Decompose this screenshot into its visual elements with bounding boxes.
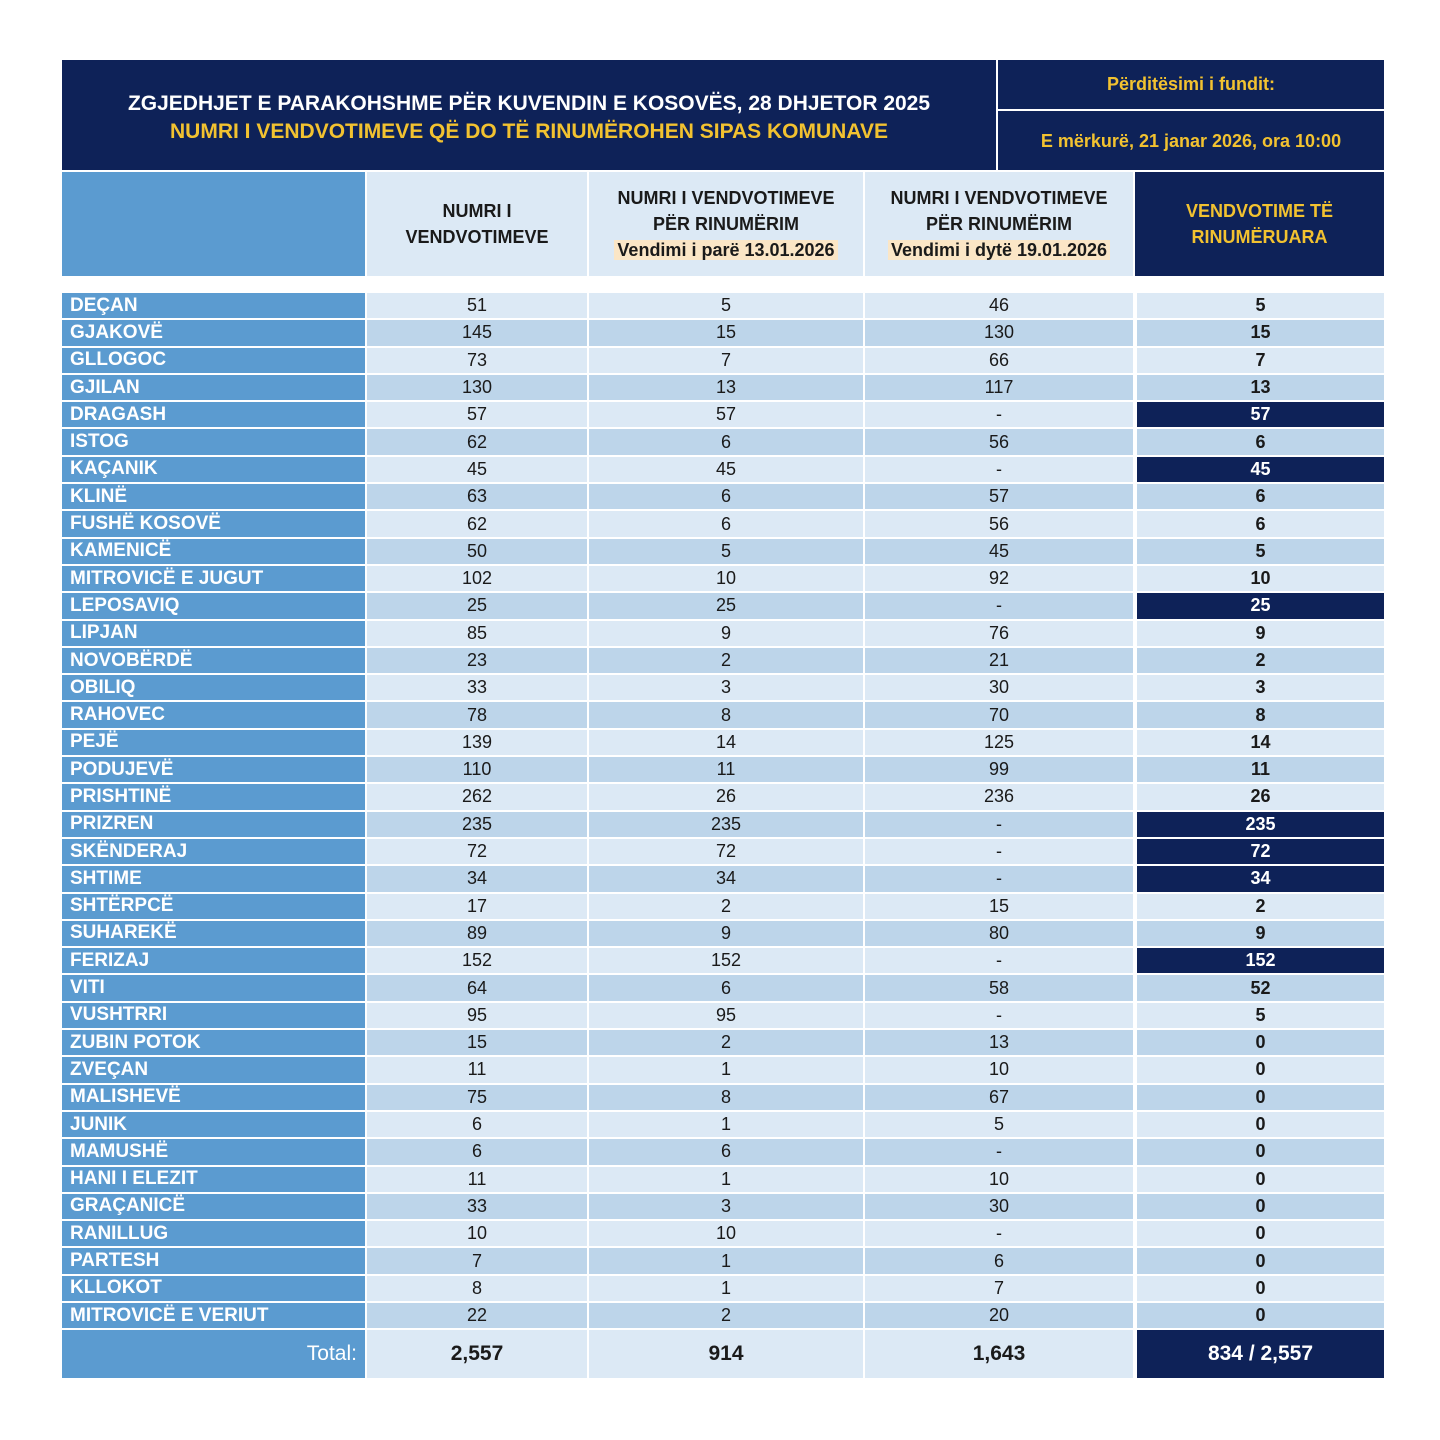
recounted-cell: 5 [1137, 539, 1384, 564]
second-decision-cell: 46 [865, 293, 1133, 318]
recounted-cell: 15 [1137, 320, 1384, 345]
column-header-first-decision: NUMRI I VENDVOTIMEVE PËR RINUMËRIM Vendimi i parë 13.01.2026 [589, 172, 863, 276]
table-row [62, 1276, 1384, 1301]
table-row [62, 320, 1384, 345]
second-decision-cell: 21 [865, 648, 1133, 673]
municipality-name: KAÇANIK [62, 457, 365, 482]
municipality-name: SHTIME [62, 866, 365, 891]
second-decision-cell: - [865, 948, 1133, 973]
municipality-name: VUSHTRRI [62, 1003, 365, 1028]
recounted-cell: 0 [1137, 1139, 1384, 1164]
total-stations-cell: 95 [367, 1003, 587, 1028]
table-row [62, 757, 1384, 782]
total-stations-cell: 62 [367, 511, 587, 536]
first-decision-cell: 14 [589, 730, 863, 755]
total-stations-cell: 62 [367, 429, 587, 454]
table-row [62, 429, 1384, 454]
second-decision-cell: 56 [865, 511, 1133, 536]
municipality-name: FUSHË KOSOVË [62, 511, 365, 536]
first-decision-cell: 11 [589, 757, 863, 782]
second-decision-cell: - [865, 1003, 1133, 1028]
table-row [62, 1139, 1384, 1164]
second-decision-cell: 58 [865, 975, 1133, 1000]
municipality-name: GJILAN [62, 375, 365, 400]
recounted-cell: 0 [1137, 1112, 1384, 1137]
total-stations-cell: 11 [367, 1167, 587, 1192]
page-subtitle: NUMRI I VENDVOTIMEVE QË DO TË RINUMËROHEN SIPAS KOMUNAVE [170, 120, 888, 143]
total-row [62, 1330, 1384, 1378]
first-decision-cell: 6 [589, 1139, 863, 1164]
second-decision-cell: - [865, 839, 1133, 864]
total-stations-cell: 89 [367, 921, 587, 946]
total-stations-cell: 145 [367, 320, 587, 345]
total-stations-cell: 73 [367, 348, 587, 373]
recounted-cell: 3 [1137, 675, 1384, 700]
recounted-cell: 9 [1137, 921, 1384, 946]
municipality-name: NOVOBËRDË [62, 648, 365, 673]
total-stations-cell: 139 [367, 730, 587, 755]
recounted-cell: 11 [1137, 757, 1384, 782]
table-body [62, 293, 1384, 1328]
first-decision-cell: 25 [589, 593, 863, 618]
second-decision-cell: 130 [865, 320, 1133, 345]
recounted-cell: 6 [1137, 484, 1384, 509]
first-decision-cell: 45 [589, 457, 863, 482]
recounted-cell: 13 [1137, 375, 1384, 400]
recounted-cell: 5 [1137, 1003, 1384, 1028]
second-decision-cell: - [865, 1221, 1133, 1246]
recounted-cell: 6 [1137, 429, 1384, 454]
municipality-name: PODUJEVË [62, 757, 365, 782]
recounted-cell: 7 [1137, 348, 1384, 373]
second-decision-cell: 92 [865, 566, 1133, 591]
table-row [62, 1112, 1384, 1137]
second-decision-cell: 66 [865, 348, 1133, 373]
total-stations-cell: 6 [367, 1139, 587, 1164]
municipality-name: GJAKOVË [62, 320, 365, 345]
recounted-cell: 0 [1137, 1276, 1384, 1301]
municipality-name: ZVEÇAN [62, 1057, 365, 1082]
municipality-name: GRAÇANICË [62, 1194, 365, 1219]
first-decision-cell: 10 [589, 566, 863, 591]
second-decision-cell: 57 [865, 484, 1133, 509]
first-decision-cell: 1 [589, 1248, 863, 1273]
table-row [62, 539, 1384, 564]
recounted-cell: 34 [1137, 866, 1384, 891]
total-stations-cell: 25 [367, 593, 587, 618]
recounted-cell: 5 [1137, 293, 1384, 318]
table-row [62, 812, 1384, 837]
municipality-name: VITI [62, 975, 365, 1000]
first-decision-cell: 235 [589, 812, 863, 837]
table-row [62, 621, 1384, 646]
column-header-recounted: VENDVOTIME TË RINUMËRUARA [1135, 172, 1384, 276]
municipality-name: RANILLUG [62, 1221, 365, 1246]
total-stations-cell: 57 [367, 402, 587, 427]
table-row [62, 894, 1384, 919]
municipality-name: DEÇAN [62, 293, 365, 318]
second-decision-cell: 45 [865, 539, 1133, 564]
total-stations-cell: 7 [367, 1248, 587, 1273]
second-decision-cell: 10 [865, 1167, 1133, 1192]
recounted-cell: 0 [1137, 1057, 1384, 1082]
second-decision-cell: 80 [865, 921, 1133, 946]
municipality-name: PARTESH [62, 1248, 365, 1273]
total-stations-cell: 130 [367, 375, 587, 400]
second-decision-cell: 20 [865, 1303, 1133, 1328]
total-stations-cell: 110 [367, 757, 587, 782]
first-decision-cell: 3 [589, 675, 863, 700]
total-stations-cell: 22 [367, 1303, 587, 1328]
municipality-name: KAMENICË [62, 539, 365, 564]
municipality-name: GLLOGOC [62, 348, 365, 373]
recounted-cell: 25 [1137, 593, 1384, 618]
table-row [62, 293, 1384, 318]
update-label: Përditësimi i fundit: [998, 60, 1384, 111]
recounted-cell: 26 [1137, 784, 1384, 809]
total-stations-cell: 152 [367, 948, 587, 973]
first-decision-cell: 2 [589, 1030, 863, 1055]
total-stations-cell: 6 [367, 1112, 587, 1137]
first-decision-cell: 72 [589, 839, 863, 864]
first-decision-cell: 57 [589, 402, 863, 427]
first-decision-cell: 1 [589, 1276, 863, 1301]
total-stations-cell: 45 [367, 457, 587, 482]
second-decision-cell: - [865, 402, 1133, 427]
municipality-name: PRISHTINË [62, 784, 365, 809]
municipality-name: JUNIK [62, 1112, 365, 1137]
first-decision-cell: 34 [589, 866, 863, 891]
total-stations-cell: 75 [367, 1085, 587, 1110]
total-first-decision: 914 [589, 1330, 863, 1378]
municipality-name: SUHAREKË [62, 921, 365, 946]
recounted-cell: 52 [1137, 975, 1384, 1000]
table-row [62, 1221, 1384, 1246]
recounted-cell: 235 [1137, 812, 1384, 837]
total-stations-cell: 10 [367, 1221, 587, 1246]
table-row [62, 1030, 1384, 1055]
municipality-name: DRAGASH [62, 402, 365, 427]
municipality-name: FERIZAJ [62, 948, 365, 973]
total-stations-cell: 64 [367, 975, 587, 1000]
first-decision-cell: 3 [589, 1194, 863, 1219]
first-decision-cell: 13 [589, 375, 863, 400]
recounted-cell: 14 [1137, 730, 1384, 755]
column-header-second-decision: NUMRI I VENDVOTIMEVE PËR RINUMËRIM Vendimi i dytë 19.01.2026 [865, 172, 1133, 276]
recounted-cell: 57 [1137, 402, 1384, 427]
total-stations-cell: 51 [367, 293, 587, 318]
total-stations-cell: 235 [367, 812, 587, 837]
table-row [62, 1167, 1384, 1192]
column-header-municipality [62, 172, 365, 276]
recounted-cell: 0 [1137, 1221, 1384, 1246]
total-label: Total: [62, 1330, 365, 1378]
total-stations-cell: 85 [367, 621, 587, 646]
second-decision-cell: 125 [865, 730, 1133, 755]
total-stations-cell: 72 [367, 839, 587, 864]
municipality-name: PRIZREN [62, 812, 365, 837]
column-header-total-stations: NUMRI I VENDVOTIMEVE [367, 172, 587, 276]
municipality-name: OBILIQ [62, 675, 365, 700]
total-stations-cell: 17 [367, 894, 587, 919]
table-row [62, 484, 1384, 509]
first-decision-cell: 6 [589, 975, 863, 1000]
second-decision-cell: 5 [865, 1112, 1133, 1137]
first-decision-cell: 1 [589, 1057, 863, 1082]
second-decision-cell: 7 [865, 1276, 1133, 1301]
total-stations-cell: 15 [367, 1030, 587, 1055]
total-recounted: 834 / 2,557 [1137, 1330, 1384, 1378]
first-decision-cell: 8 [589, 1085, 863, 1110]
second-decision-cell: 70 [865, 702, 1133, 727]
table-row [62, 1057, 1384, 1082]
total-stations-cell: 11 [367, 1057, 587, 1082]
first-decision-cell: 6 [589, 484, 863, 509]
first-decision-cell: 2 [589, 894, 863, 919]
recounted-cell: 8 [1137, 702, 1384, 727]
municipality-name: PEJË [62, 730, 365, 755]
recounted-cell: 0 [1137, 1085, 1384, 1110]
total-stations-cell: 23 [367, 648, 587, 673]
first-decision-cell: 95 [589, 1003, 863, 1028]
second-decision-cell: 30 [865, 1194, 1133, 1219]
municipality-name: MITROVICË E VERIUT [62, 1303, 365, 1328]
municipality-name: SKËNDERAJ [62, 839, 365, 864]
table-row [62, 730, 1384, 755]
title-block [62, 60, 996, 170]
table-row [62, 1085, 1384, 1110]
update-value: E mërkurë, 21 janar 2026, ora 10:00 [1040, 131, 1342, 151]
table-row [62, 1194, 1384, 1219]
second-decision-cell: 56 [865, 429, 1133, 454]
second-decision-cell: 13 [865, 1030, 1133, 1055]
municipality-name: MAMUSHË [62, 1139, 365, 1164]
municipality-name: LIPJAN [62, 621, 365, 646]
total-stations-cell: 102 [367, 566, 587, 591]
municipality-name: HANI I ELEZIT [62, 1167, 365, 1192]
recounted-cell: 0 [1137, 1303, 1384, 1328]
municipality-name: ZUBIN POTOK [62, 1030, 365, 1055]
municipality-name: KLINË [62, 484, 365, 509]
second-decision-cell: 76 [865, 621, 1133, 646]
column-headers [62, 172, 1384, 276]
second-decision-cell: 117 [865, 375, 1133, 400]
table-row [62, 784, 1384, 809]
table-row [62, 566, 1384, 591]
municipality-name: ISTOG [62, 429, 365, 454]
municipality-name: KLLOKOT [62, 1276, 365, 1301]
recounted-cell: 10 [1137, 566, 1384, 591]
total-stations-cell: 33 [367, 675, 587, 700]
recounted-cell: 0 [1137, 1194, 1384, 1219]
recounted-cell: 9 [1137, 621, 1384, 646]
first-decision-cell: 152 [589, 948, 863, 973]
table-row [62, 866, 1384, 891]
table-header [62, 60, 1384, 170]
total-stations-cell: 262 [367, 784, 587, 809]
municipality-name: MITROVICË E JUGUT [62, 566, 365, 591]
table-row [62, 839, 1384, 864]
first-decision-cell: 2 [589, 648, 863, 673]
first-decision-cell: 1 [589, 1167, 863, 1192]
municipality-name: MALISHEVË [62, 1085, 365, 1110]
municipality-name: SHTËRPCË [62, 894, 365, 919]
recounted-cell: 0 [1137, 1030, 1384, 1055]
first-decision-cell: 7 [589, 348, 863, 373]
total-stations-cell: 34 [367, 866, 587, 891]
first-decision-cell: 6 [589, 511, 863, 536]
table-row [62, 457, 1384, 482]
second-decision-cell: - [865, 457, 1133, 482]
recounted-cell: 0 [1137, 1248, 1384, 1273]
second-decision-cell: - [865, 812, 1133, 837]
first-decision-cell: 15 [589, 320, 863, 345]
table-row [62, 675, 1384, 700]
table-row [62, 1248, 1384, 1273]
total-stations-cell: 78 [367, 702, 587, 727]
second-decision-cell: 67 [865, 1085, 1133, 1110]
first-decision-cell: 8 [589, 702, 863, 727]
first-decision-cell: 5 [589, 293, 863, 318]
table-row [62, 921, 1384, 946]
recounted-cell: 2 [1137, 648, 1384, 673]
total-stations-cell: 8 [367, 1276, 587, 1301]
first-decision-cell: 9 [589, 621, 863, 646]
first-decision-date: Vendimi i parë 13.01.2026 [614, 240, 837, 260]
second-decision-cell: 99 [865, 757, 1133, 782]
results-table [62, 60, 1384, 1378]
second-decision-cell: 15 [865, 894, 1133, 919]
table-row [62, 402, 1384, 427]
recounted-cell: 72 [1137, 839, 1384, 864]
table-row [62, 511, 1384, 536]
recounted-cell: 6 [1137, 511, 1384, 536]
first-decision-cell: 9 [589, 921, 863, 946]
first-decision-cell: 6 [589, 429, 863, 454]
first-decision-cell: 10 [589, 1221, 863, 1246]
table-row [62, 348, 1384, 373]
table-row [62, 1303, 1384, 1328]
recounted-cell: 0 [1137, 1167, 1384, 1192]
second-decision-cell: 236 [865, 784, 1133, 809]
page-title: ZGJEDHJET E PARAKOHSHME PËR KUVENDIN E KOSOVËS, 28 DHJETOR 2025 [127, 92, 931, 115]
first-decision-cell: 26 [589, 784, 863, 809]
second-decision-cell: 6 [865, 1248, 1133, 1273]
municipality-name: RAHOVEC [62, 702, 365, 727]
table-row [62, 375, 1384, 400]
first-decision-cell: 5 [589, 539, 863, 564]
table-row [62, 1003, 1384, 1028]
recounted-cell: 45 [1137, 457, 1384, 482]
second-decision-cell: 10 [865, 1057, 1133, 1082]
table-row [62, 702, 1384, 727]
total-second-decision: 1,643 [865, 1330, 1133, 1378]
first-decision-cell: 1 [589, 1112, 863, 1137]
second-decision-cell: - [865, 866, 1133, 891]
second-decision-cell: 30 [865, 675, 1133, 700]
table-row [62, 948, 1384, 973]
first-decision-cell: 2 [589, 1303, 863, 1328]
table-row [62, 648, 1384, 673]
total-stations-cell: 50 [367, 539, 587, 564]
recounted-cell: 152 [1137, 948, 1384, 973]
second-decision-cell: - [865, 1139, 1133, 1164]
second-decision-cell: - [865, 593, 1133, 618]
total-stations-cell: 33 [367, 1194, 587, 1219]
table-row [62, 593, 1384, 618]
update-block [996, 60, 1384, 170]
municipality-name: LEPOSAVIQ [62, 593, 365, 618]
total-stations: 2,557 [367, 1330, 587, 1378]
second-decision-date: Vendimi i dytë 19.01.2026 [888, 240, 1110, 260]
recounted-cell: 2 [1137, 894, 1384, 919]
table-row [62, 975, 1384, 1000]
total-stations-cell: 63 [367, 484, 587, 509]
